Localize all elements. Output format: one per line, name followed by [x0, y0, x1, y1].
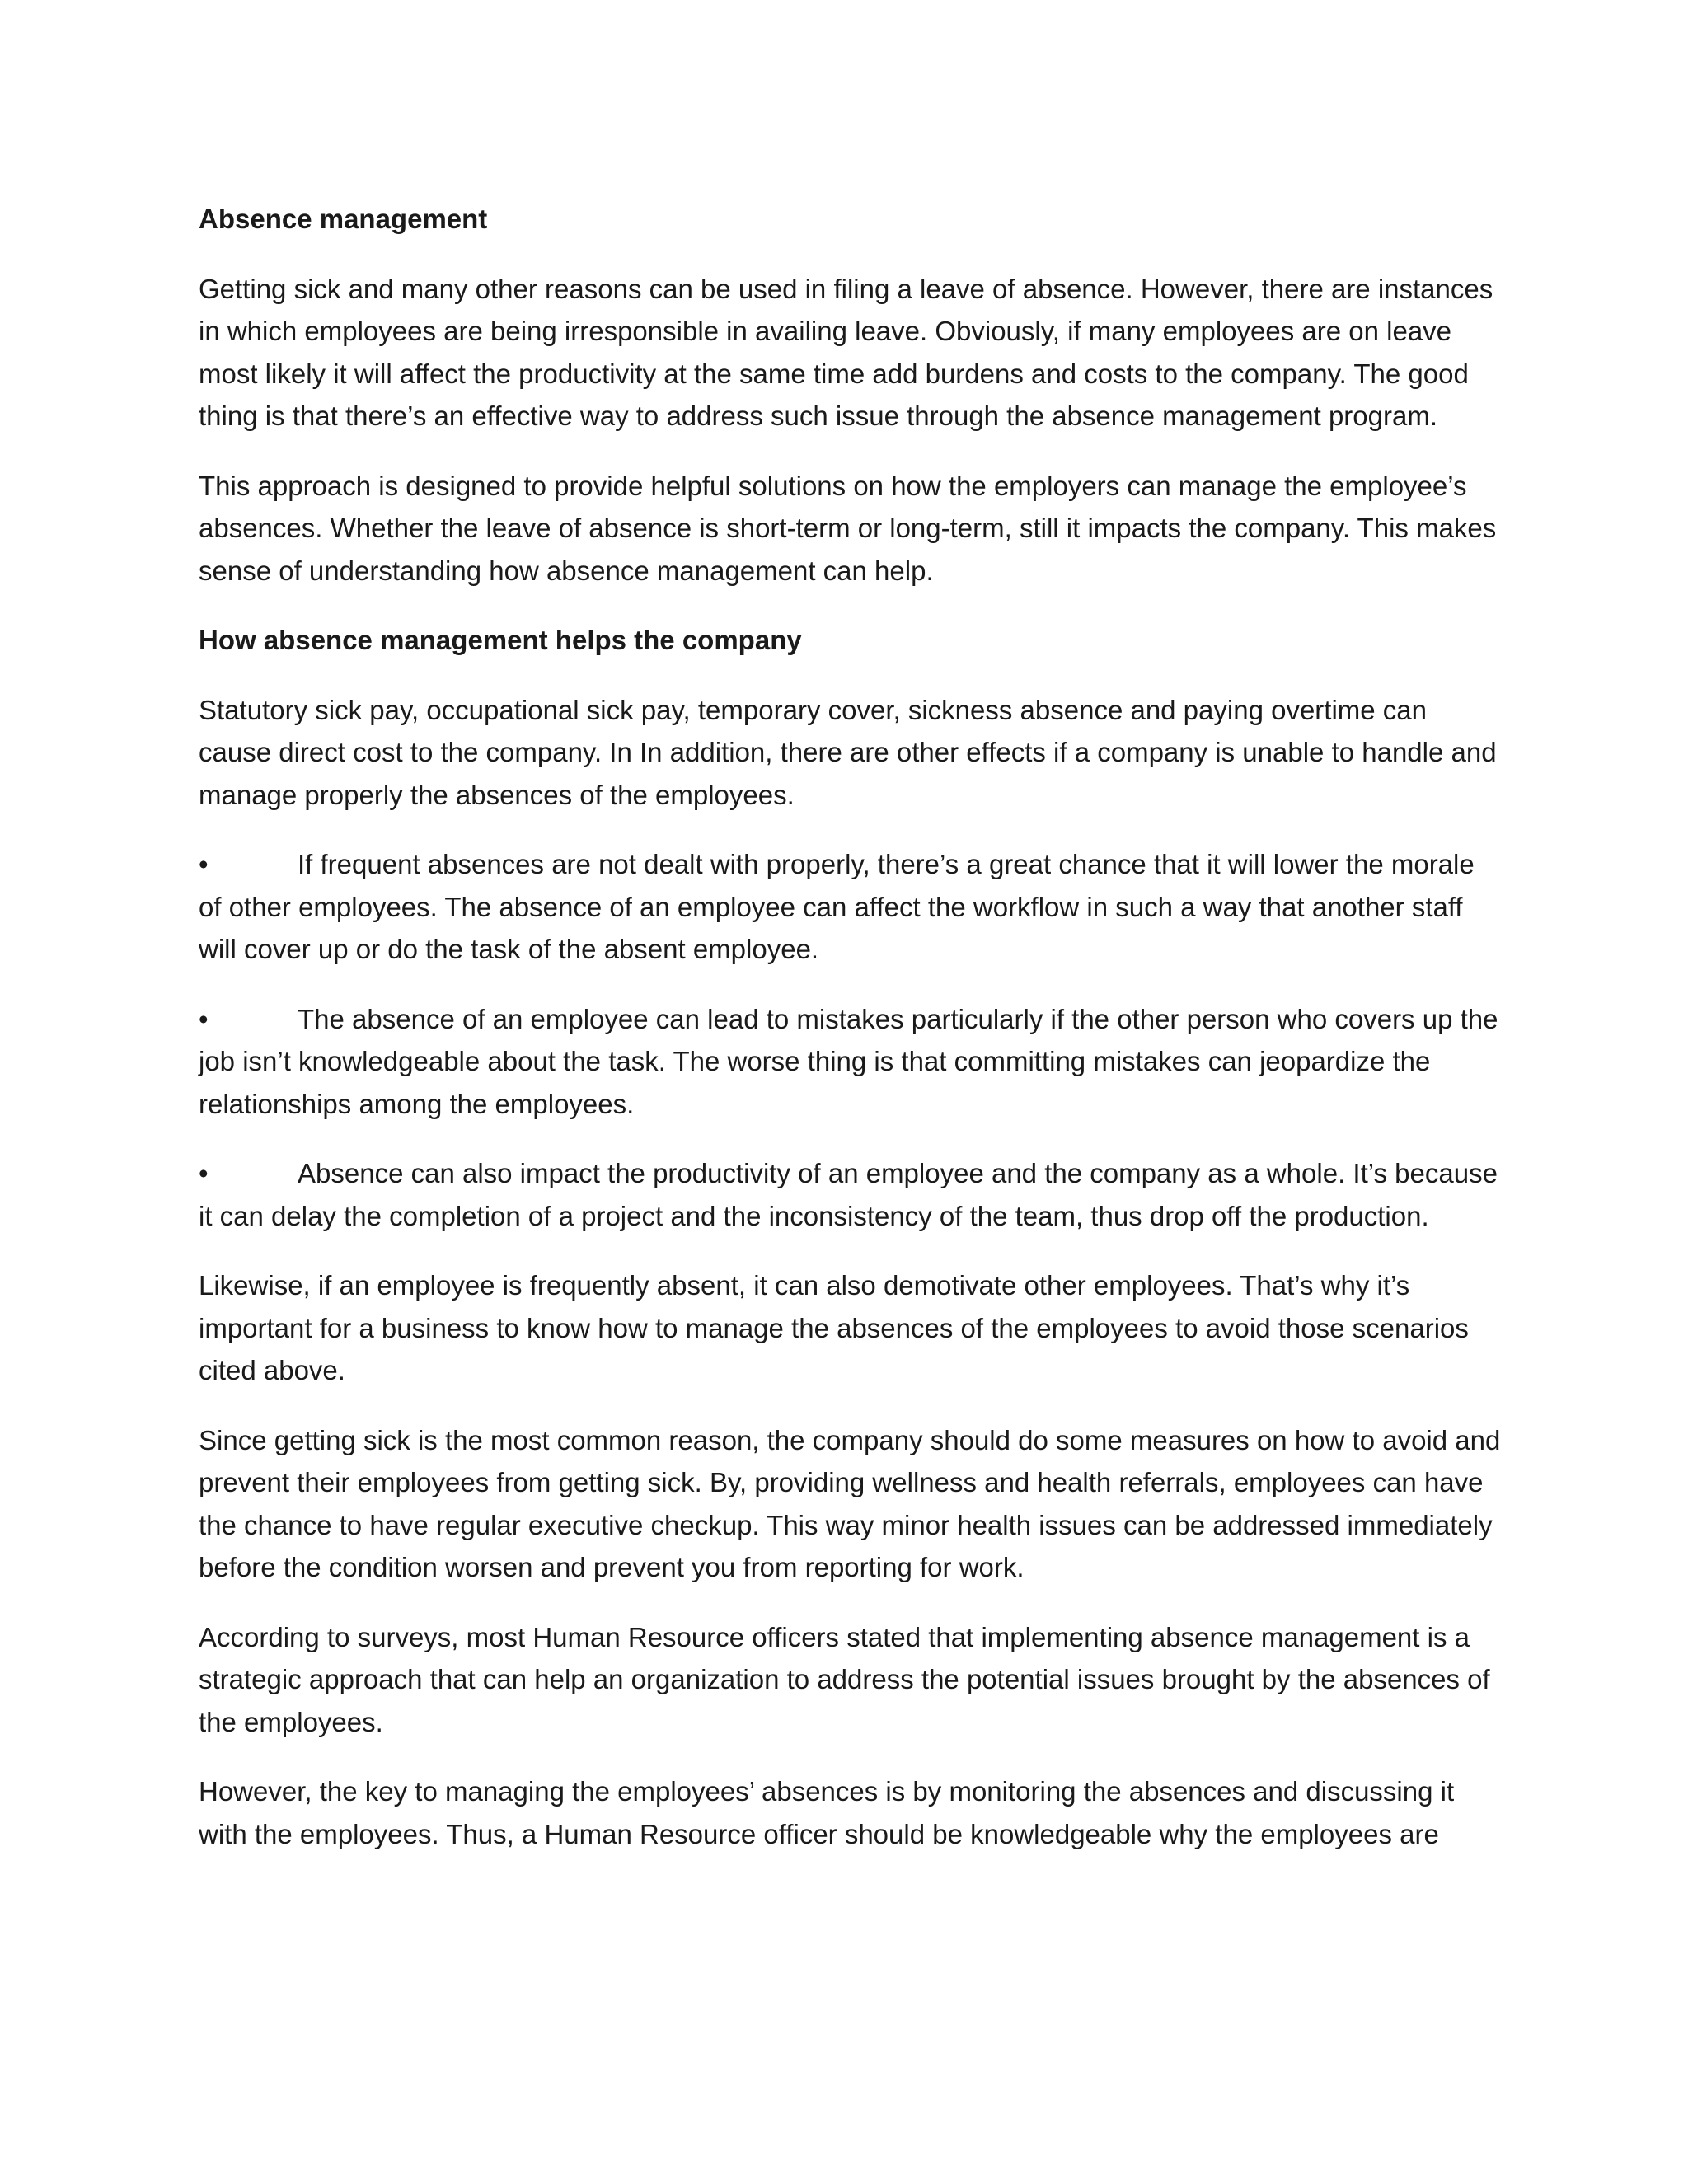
document-body [199, 198, 1501, 1882]
bullet-symbol: • [199, 1158, 209, 1188]
paragraph-demotivate: Likewise, if an employee is frequently absent, it can also demotivate other employees. That’s why it’s important for a business to know how to manage the absences of the employees to avoid those scenarios cited above. [199, 1270, 1469, 1385]
bullet-text: If frequent absences are not dealt with properly, there’s a great chance that it will lower the morale of other employees. The absence of an employee can affect the workflow in such a way that another staff will cover up or do the task of the absent employee. [199, 849, 1475, 964]
bullet-text: Absence can also impact the productivity of an employee and the company as a whole. It’s because it can delay the completion of a project and the inconsistency of the team, thus drop off the production. [199, 1158, 1498, 1231]
section-heading-how-it-helps: How absence management helps the company [199, 625, 802, 655]
paragraph-surveys: According to surveys, most Human Resource officers stated that implementing absence management is a strategic approach that can help an organization to address the potential issues brought by the absences of the employees. [199, 1621, 1490, 1737]
bullet-item-productivity [199, 1152, 1501, 1237]
bullet-symbol: • [199, 849, 209, 879]
bullet-item-morale [199, 843, 1501, 971]
section-heading-absence-management: Absence management [199, 204, 488, 234]
bullet-item-mistakes [199, 998, 1501, 1126]
bullet-text: The absence of an employee can lead to mistakes particularly if the other person who covers up the job isn’t knowledgeable about the task. The worse thing is that committing mistakes can jeopardize the relationships among the employees. [199, 1003, 1498, 1119]
paragraph-monitoring: However, the key to managing the employees’ absences is by monitoring the absences and discussing it with the employees. Thus, a Human Resource officer should be knowledgeable why the employees are [199, 1776, 1455, 1849]
bullet-symbol: • [199, 1003, 209, 1034]
paragraph-direct-costs: Statutory sick pay, occupational sick pay, temporary cover, sickness absence and paying overtime can cause direct cost to the company. In In addition, there are other effects if a company is unable to handle and manage properly the absences of the employees. [199, 694, 1497, 810]
paragraph-approach: This approach is designed to provide helpful solutions on how the employers can manage the employee’s absences. Whether the leave of absence is short-term or long-term, still it impacts the company. This makes sense of understanding how absence management can help. [199, 470, 1497, 586]
paragraph-intro: Getting sick and many other reasons can be used in filing a leave of absence. However, there are instances in which employees are being irresponsible in availing leave. Obviously, if many employees are on leave most likely it will affect the productivity at the same time add burdens and costs to the company. The good thing is that there’s an effective way to address such issue through the absence management program. [199, 273, 1493, 431]
paragraph-prevention: Since getting sick is the most common reason, the company should do some measures on how to avoid and prevent their employees from getting sick. By, providing wellness and health referrals, employees can have the chance to have regular executive checkup. This way minor health issues can be addressed immediately before the condition worsen and prevent you from reporting for work. [199, 1424, 1501, 1582]
